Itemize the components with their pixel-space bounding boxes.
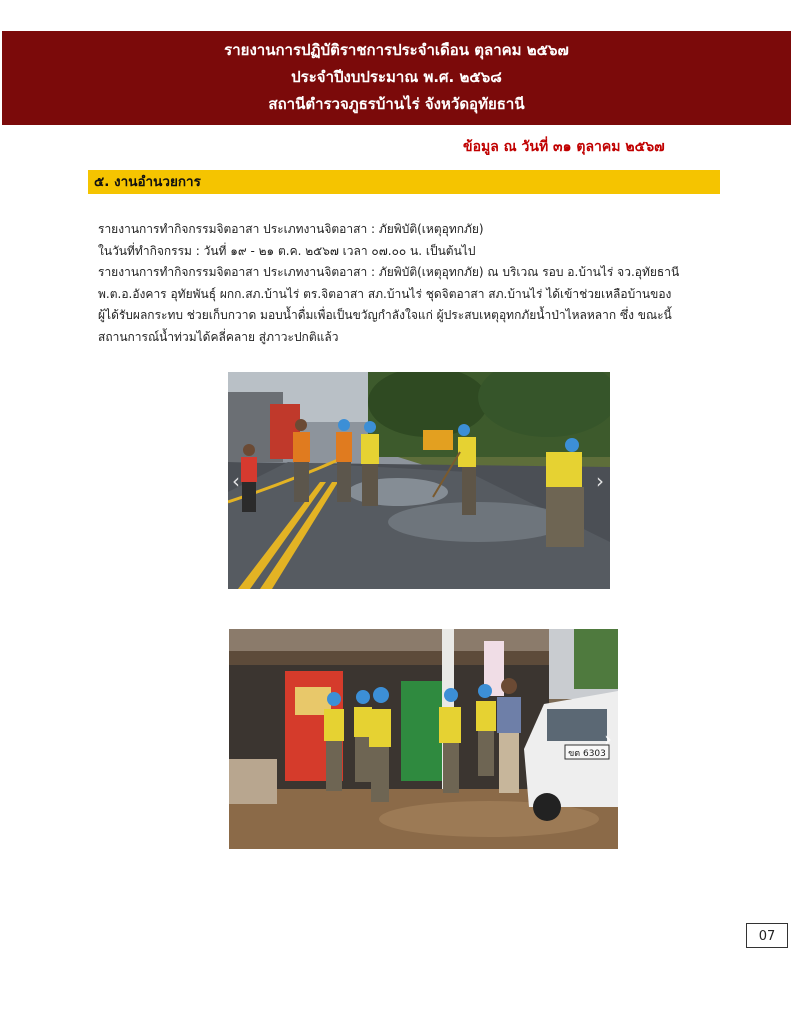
photo-next-arrow[interactable]: › <box>596 468 604 493</box>
section-heading: ๕. งานอำนวยการ <box>88 170 720 194</box>
activity-line: รายงานการทำกิจกรรมจิตอาสา ประเภทงานจิตอาสา : ภัยพิบัติ(เหตุอุทกภัย) <box>98 222 484 236</box>
photo-shop-cleanup <box>229 629 618 849</box>
activity-line: สถานการณ์น้ำท่วมได้คลี่คลาย สู่ภาวะปกติแล้ว <box>98 329 339 344</box>
header-fiscal-year: ประจำปีงบประมาณ พ.ศ. ๒๕๖๘ <box>291 68 502 86</box>
activity-line: ผู้ได้รับผลกระทบ ช่วยเก็บกวาด มอบน้ำดื่มเพื่อเป็นขวัญกำลังใจแก่ ผู้ประสบเหตุอุทกภัยน้ำป่าไหลหลาก ซึ่ง ขณะนี้ <box>98 308 672 322</box>
car-license-plate: ขต 6303 <box>568 749 606 759</box>
page-number: 07 <box>746 923 788 948</box>
activity-line: ในวันที่ทำกิจกรรม : วันที่ ๑๙ - ๒๑ ต.ค. ๒๕๖๗ เวลา ๐๗.๐๐ น. เป็นต้นไป <box>98 243 476 258</box>
data-as-of-note: ข้อมูล ณ วันที่ ๓๑ ตุลาคม ๒๕๖๗ <box>463 139 665 155</box>
activity-line: พ.ต.อ.อังคาร อุทัยพันธุ์ ผกก.สภ.บ้านไร่ ตร.จิตอาสา สภ.บ้านไร่ ชุดจิตอาสา สภ.บ้านไร่ ได้เข้าช่วยเหลือบ้านของ <box>98 286 672 301</box>
photo-prev-arrow[interactable]: ‹ <box>232 468 240 493</box>
activity-line: รายงานการทำกิจกรรมจิตอาสา ประเภทงานจิตอาสา : ภัยพิบัติ(เหตุอุทกภัย) ณ บริเวณ รอบ อ.บ้านไร่ จว.อุทัยธานี <box>98 265 680 279</box>
report-header <box>2 31 791 125</box>
photo-next-arrow[interactable]: › <box>604 727 612 751</box>
photo-shop-cleanup-image <box>229 629 618 849</box>
header-station: สถานีตำรวจภูธรบ้านไร่ จังหวัดอุทัยธานี <box>268 95 525 113</box>
photo-road-cleanup-image <box>228 372 610 589</box>
photo-road-cleanup <box>228 372 610 589</box>
header-title: รายงานการปฏิบัติราชการประจำเดือน ตุลาคม ๒๕๖๗ <box>224 41 569 59</box>
activity-report-text <box>98 219 723 348</box>
